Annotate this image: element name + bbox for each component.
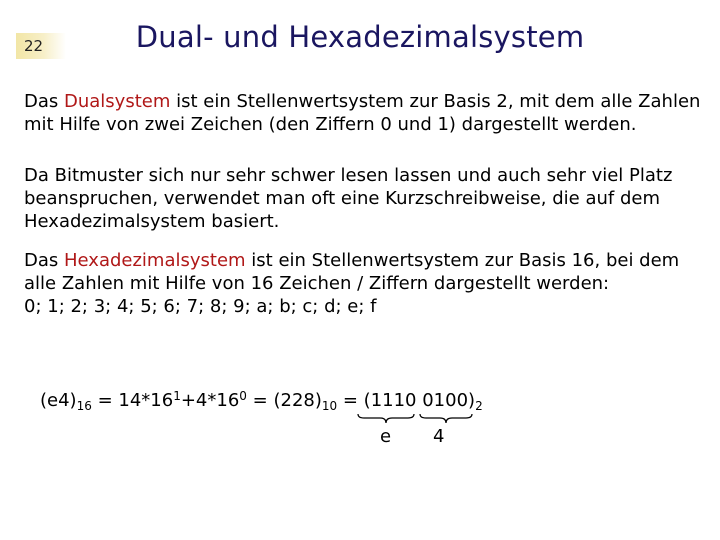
- dec-base: 10: [321, 399, 338, 413]
- text: Das: [24, 91, 64, 112]
- paragraph-line: [24, 90, 704, 113]
- paragraph-line: [24, 249, 704, 272]
- paragraph-hexadezimalsystem: [24, 249, 704, 318]
- hex-digit-list: 0; 1; 2; 3; 4; 5; 6; 7; 8; 9; a; b; c; d; e; f: [24, 296, 377, 317]
- exponent: 0: [239, 389, 247, 403]
- paragraph-line: Da Bitmuster sich nur sehr schwer lesen lassen und auch sehr viel Platz: [24, 165, 673, 186]
- text: +4*16: [180, 390, 240, 411]
- term-dualsystem: Dualsystem: [64, 91, 171, 112]
- slide-title: Dual- und Hexadezimalsystem: [135, 20, 585, 54]
- nibble-braces: [356, 412, 476, 428]
- paragraph-line: beanspruchen, verwendet man oft eine Kurzschreibweise, die auf dem: [24, 188, 660, 209]
- paragraph-line: alle Zahlen mit Hilfe von 16 Zeichen / Ziffern dargestellt werden:: [24, 273, 610, 294]
- brace-label-e: e: [380, 426, 392, 447]
- paragraph-line: mit Hilfe von zwei Zeichen (den Ziffern 0 und 1) dargestellt werden.: [24, 114, 637, 135]
- exponent: 1: [173, 389, 181, 403]
- text: = 14*16: [91, 390, 174, 411]
- paragraph-dualsystem: [24, 90, 704, 136]
- term-hexadezimalsystem: Hexadezimalsystem: [64, 250, 246, 271]
- conversion-formula: [40, 390, 483, 411]
- text: = (228): [246, 390, 322, 411]
- hex-base: 16: [76, 399, 92, 413]
- text: ist ein Stellenwertsystem zur Basis 16, bei dem: [245, 250, 680, 271]
- brace-label-4: 4: [433, 426, 445, 447]
- text: = (1110 0100): [337, 390, 476, 411]
- hex-value: (e4): [40, 390, 77, 411]
- bin-base: 2: [475, 399, 483, 413]
- text: ist ein Stellenwertsystem zur Basis 2, mit dem alle Zahlen: [170, 91, 701, 112]
- text: Das: [24, 250, 64, 271]
- paragraph-bitmuster: [24, 164, 704, 233]
- nibble-brace-2: [420, 414, 472, 423]
- nibble-brace-1: [358, 414, 414, 423]
- page-number: 22: [24, 37, 44, 55]
- paragraph-line: Hexadezimalsystem basiert.: [24, 211, 280, 232]
